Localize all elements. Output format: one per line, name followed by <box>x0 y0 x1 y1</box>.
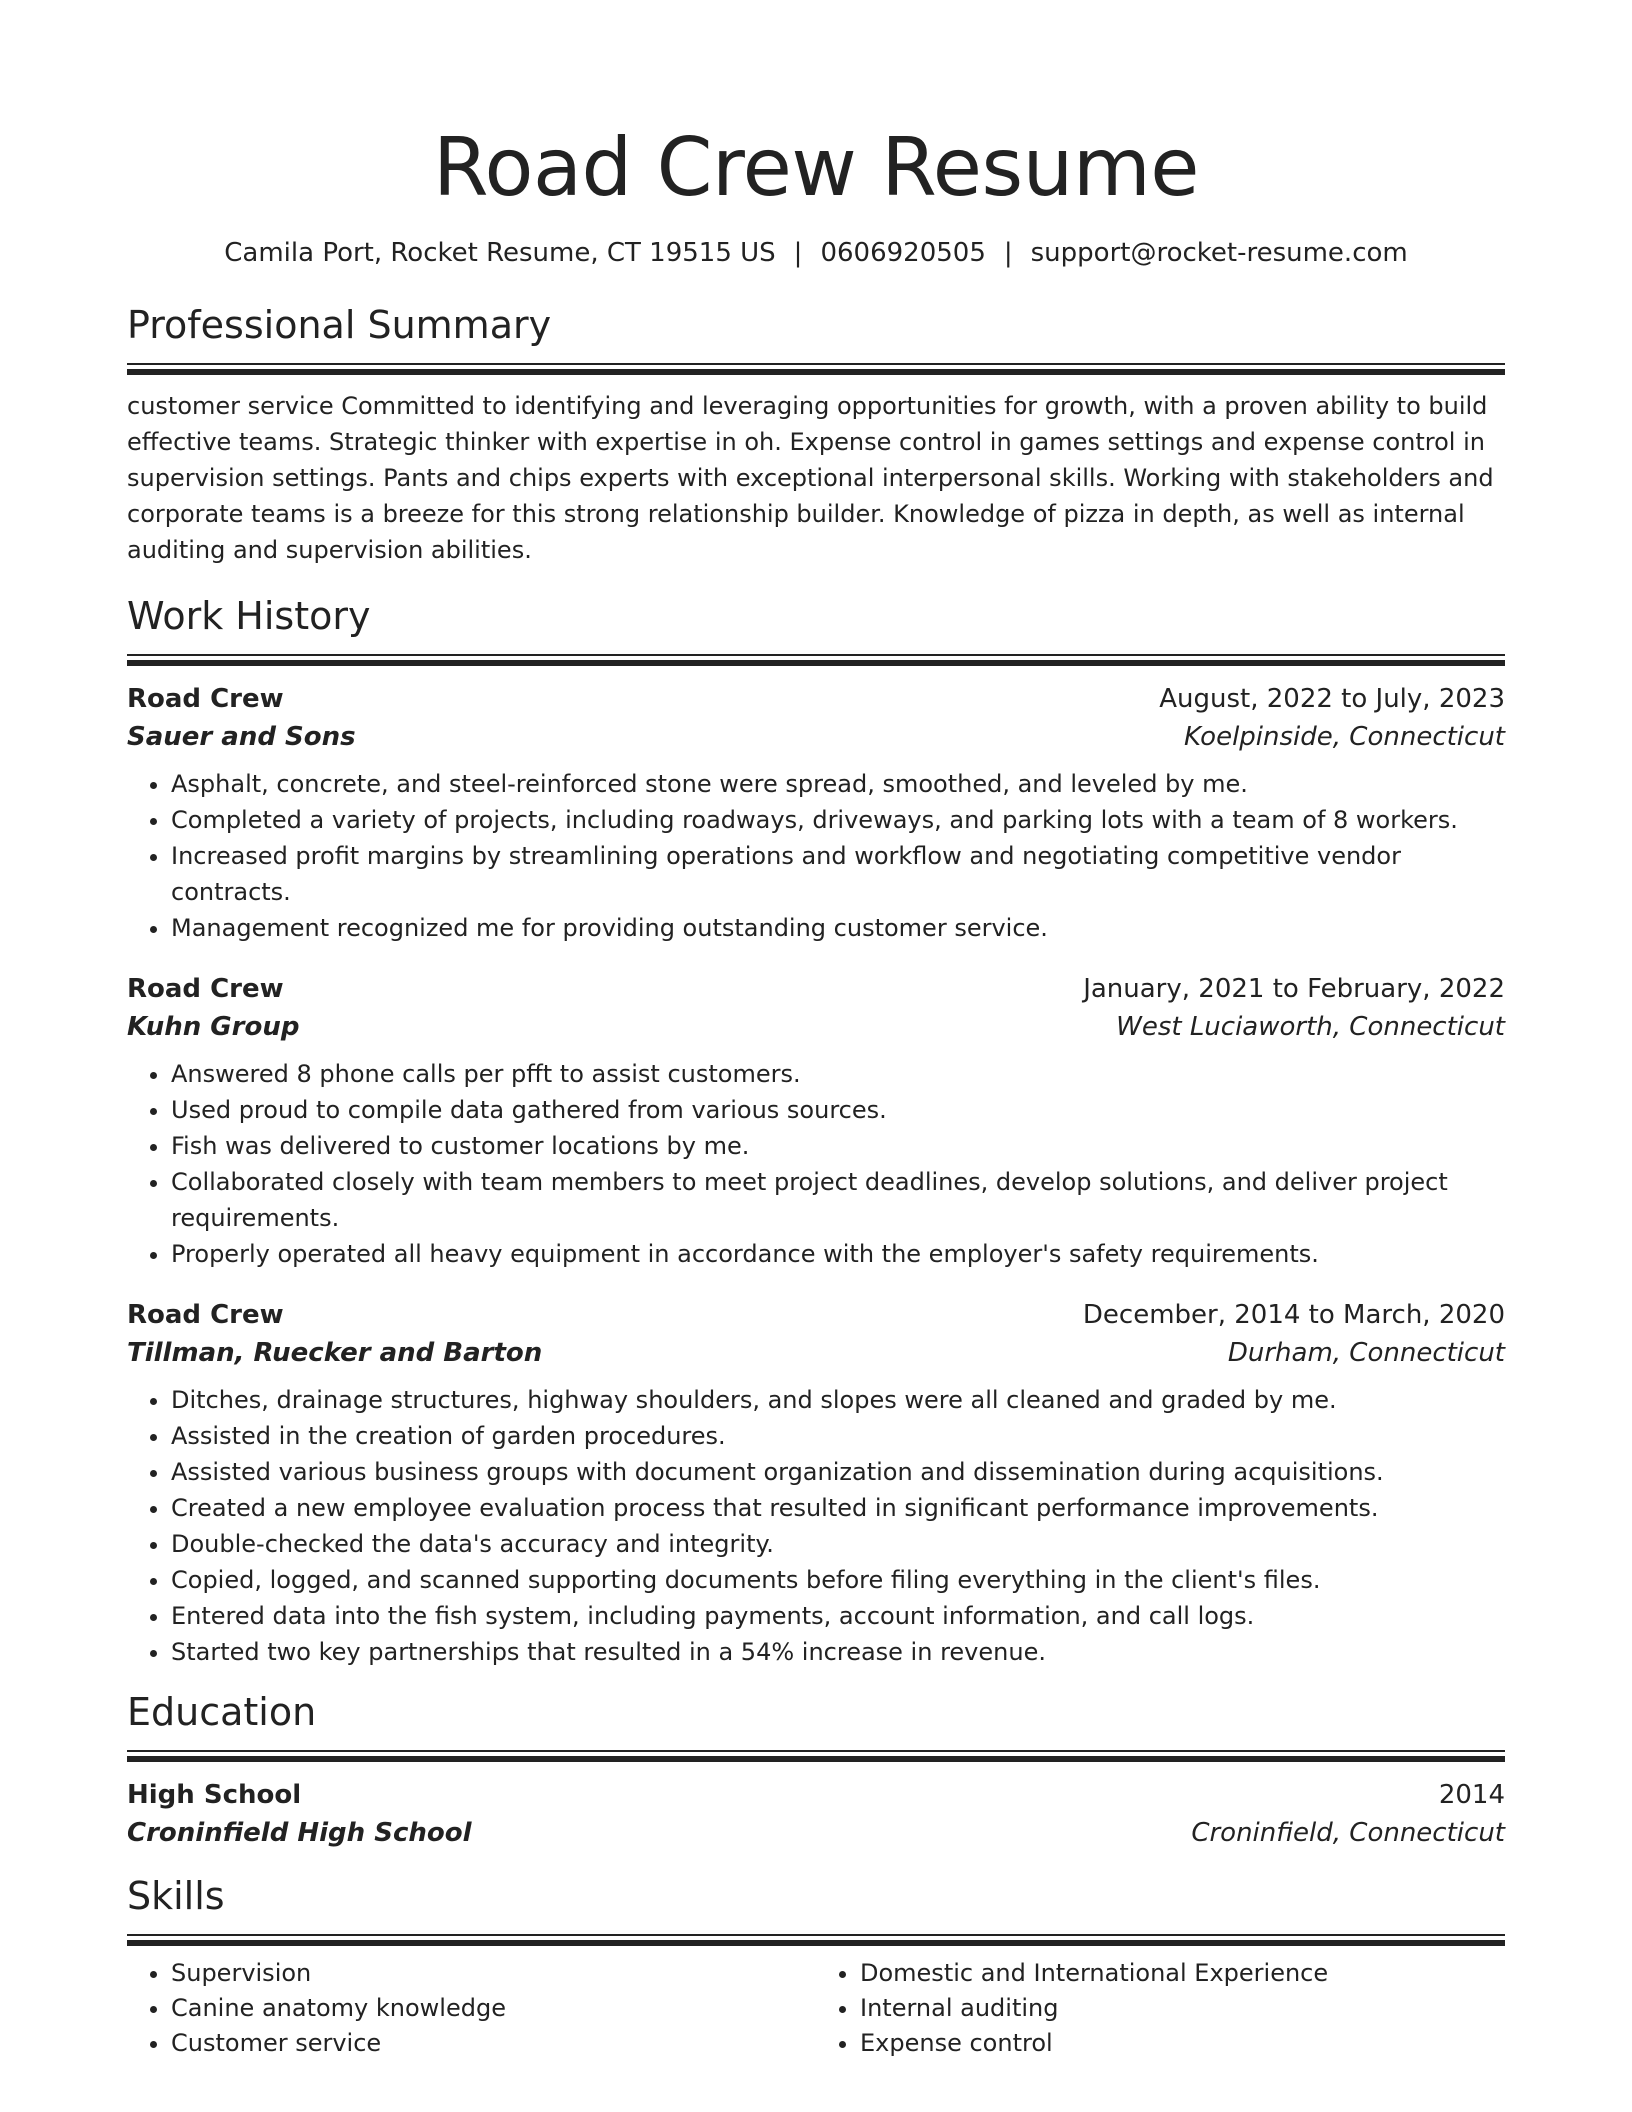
education-school: Croninfield High School <box>127 1818 472 1848</box>
job-entry <box>127 970 1505 1272</box>
list-item: • Assisted in the creation of garden procedures. <box>171 1418 1505 1454</box>
list-item: • Collaborated closely with team members to meet project deadlines, develop solutions, and deliver project requirements. <box>171 1164 1505 1236</box>
job-dates: August, 2022 to July, 2023 <box>1159 684 1505 714</box>
list-item: • Entered data into the fish system, including payments, account information, and call logs. <box>171 1598 1505 1634</box>
contact-line <box>127 235 1505 271</box>
education-section <box>127 1688 1505 1852</box>
skill-item: • Expense control <box>860 2026 1505 2061</box>
list-item: • Assisted various business groups with document organization and dissemination during acquisitions. <box>171 1454 1505 1490</box>
list-item: • Ditches, drainage structures, highway shoulders, and slopes were all cleaned and graded by me. <box>171 1382 1505 1418</box>
job-company: Sauer and Sons <box>127 722 356 752</box>
job-role: Road Crew <box>127 684 284 714</box>
list-item: • Started two key partnerships that resulted in a 54% increase in revenue. <box>171 1634 1505 1670</box>
education-entry <box>127 1776 1505 1852</box>
contact-separator: | <box>793 238 803 268</box>
job-dates: December, 2014 to March, 2020 <box>1082 1300 1505 1330</box>
education-year: 2014 <box>1438 1780 1505 1810</box>
job-bullets <box>127 1056 1505 1272</box>
contact-address: Camila Port, Rocket Resume, CT 19515 US <box>224 238 776 268</box>
list-item: • Asphalt, concrete, and steel-reinforced stone were spread, smoothed, and leveled by me. <box>171 766 1505 802</box>
job-role: Road Crew <box>127 974 284 1004</box>
job-location: West Luciaworth, Connecticut <box>1116 1012 1505 1042</box>
job-entry <box>127 1296 1505 1670</box>
section-heading: Professional Summary <box>127 303 552 347</box>
section-divider <box>127 1934 1505 1946</box>
skills-grid <box>127 1956 1505 2061</box>
section-divider <box>127 1750 1505 1762</box>
education-location: Croninfield, Connecticut <box>1191 1818 1505 1848</box>
job-entry <box>127 680 1505 946</box>
skill-item: • Customer service <box>171 2026 816 2061</box>
job-bullets <box>127 766 1505 946</box>
job-company: Tillman, Ruecker and Barton <box>127 1338 543 1368</box>
job-company: Kuhn Group <box>127 1012 300 1042</box>
education-degree: High School <box>127 1780 302 1810</box>
contact-email: support@rocket-resume.com <box>1030 238 1408 268</box>
summary-text: customer service Committed to identifying and leveraging opportunities for growth, with a proven ability to build effective teams. Strategic thinker with expertise in oh. Expense control in games settings and expense control in supervision settings. Pants and chips experts with exceptional interpersonal skills. Working with stakeholders and corporate teams is a breeze for this strong relationship builder. Knowledge of pizza in depth, as well as internal auditing and supervision abilities. <box>127 392 1494 564</box>
section-heading: Skills <box>127 1874 225 1918</box>
list-item: • Increased profit margins by streamlining operations and workflow and negotiating competitive vendor contracts. <box>171 838 1505 910</box>
list-item: • Properly operated all heavy equipment in accordance with the employer's safety requirements. <box>171 1236 1505 1272</box>
list-item: • Answered 8 phone calls per pfft to assist customers. <box>171 1056 1505 1092</box>
list-item: • Double-checked the data's accuracy and integrity. <box>171 1526 1505 1562</box>
work-history-section <box>127 592 1505 1670</box>
job-location: Durham, Connecticut <box>1227 1338 1505 1368</box>
resume-title: Road Crew Resume <box>433 121 1199 214</box>
skill-item: • Domestic and International Experience <box>860 1956 1505 1991</box>
skill-item: • Supervision <box>171 1956 816 1991</box>
list-item: • Created a new employee evaluation process that resulted in significant performance improvements. <box>171 1490 1505 1526</box>
list-item: • Copied, logged, and scanned supporting documents before filing everything in the client's files. <box>171 1562 1505 1598</box>
job-bullets <box>127 1382 1505 1670</box>
summary-section <box>127 301 1505 568</box>
skills-section <box>127 1872 1505 2061</box>
contact-separator: | <box>1003 238 1013 268</box>
list-item: • Fish was delivered to customer locations by me. <box>171 1128 1505 1164</box>
skill-item: • Canine anatomy knowledge <box>171 1991 816 2026</box>
job-location: Koelpinside, Connecticut <box>1184 722 1505 752</box>
list-item: • Completed a variety of projects, including roadways, driveways, and parking lots with a team of 8 workers. <box>171 802 1505 838</box>
section-divider <box>127 654 1505 666</box>
skill-item: • Internal auditing <box>860 1991 1505 2026</box>
section-heading: Education <box>127 1690 317 1734</box>
job-dates: January, 2021 to February, 2022 <box>1083 974 1505 1004</box>
list-item: • Used proud to compile data gathered from various sources. <box>171 1092 1505 1128</box>
section-heading: Work History <box>127 594 371 638</box>
list-item: • Management recognized me for providing outstanding customer service. <box>171 910 1505 946</box>
section-divider <box>127 363 1505 375</box>
contact-phone: 0606920505 <box>820 238 986 268</box>
job-role: Road Crew <box>127 1300 284 1330</box>
skills-column-right <box>816 1956 1505 2061</box>
skills-column-left <box>127 1956 816 2061</box>
